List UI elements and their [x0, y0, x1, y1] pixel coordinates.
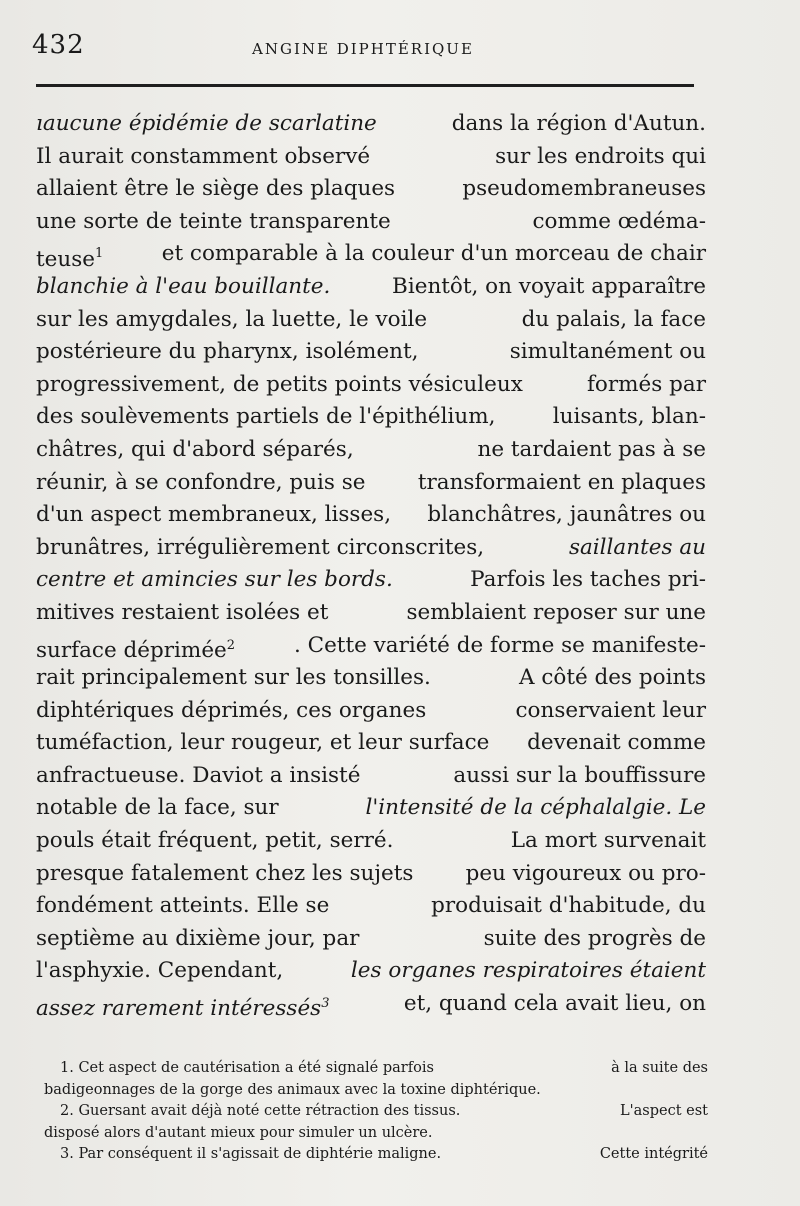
footnote-text: à la suite des [611, 1060, 708, 1076]
text-line [36, 238, 706, 271]
text-segment: et, quand cela avait lieu, on [403, 991, 706, 1017]
text-segment: brunâtres, irrégulièrement circonscrites, [36, 534, 485, 560]
text-line [36, 304, 706, 337]
text-segment: . Cette variété de forme se manifeste- [293, 632, 706, 658]
text-line [36, 630, 706, 663]
text-segment: ıaucune épidémie de scarlatine [36, 111, 377, 136]
text-segment: blanchâtres, jaunâtres ou [427, 502, 706, 528]
text-line [36, 825, 706, 858]
text-segment: presque fatalement chez les sujets [36, 860, 414, 886]
text-line [36, 434, 706, 467]
text-segment: septième au dixième jour, par [36, 925, 360, 951]
text-segment [36, 630, 235, 663]
text-segment: l'asphyxie. Cependant, [36, 958, 284, 984]
text-segment: A côté des points [518, 665, 706, 691]
text-segment: réunir, à se confondre, puis se [36, 469, 366, 495]
body-text [36, 108, 706, 1021]
text-line [36, 792, 706, 825]
text-line [36, 923, 706, 956]
text-segment: luisants, blan- [552, 404, 706, 430]
text-segment: du palais, la face [521, 306, 706, 332]
text-segment: simultanément ou [509, 339, 706, 365]
text-segment: postérieure du pharynx, isolément, [36, 339, 419, 365]
text-segment: fondément atteints. Elle se [36, 893, 330, 919]
text-segment: devenait comme [527, 730, 706, 756]
text-line [36, 141, 706, 174]
text-segment: mitives restaient isolées et [36, 599, 329, 625]
text-line [36, 727, 706, 760]
text-fragment: assez rarement intéressés [36, 996, 322, 1022]
text-segment: Il aurait constamment observé [36, 143, 371, 169]
text-line [36, 955, 706, 988]
text-segment: pouls était fréquent, petit, serré. [36, 828, 394, 854]
footnotes [44, 1058, 708, 1166]
text-segment: les organes respiratoires étaient [350, 958, 706, 984]
text-segment: pseudomembraneuses [462, 176, 706, 202]
footnote-marker: 3 [321, 996, 330, 1012]
text-segment: comme œdéma- [532, 208, 706, 234]
text-segment: sur les endroits qui [495, 143, 706, 169]
text-segment: châtres, qui d'abord séparés, [36, 436, 354, 462]
footnote-marker: 2 [226, 637, 236, 653]
text-line [36, 564, 706, 597]
footnote-text: L'aspect est [620, 1103, 708, 1119]
text-line [36, 108, 706, 141]
text-segment: et comparable à la couleur d'un morceau de chair [161, 241, 706, 267]
text-segment: notable de la face, sur [36, 795, 279, 821]
text-segment: diphtériques déprimés, ces organes [36, 697, 427, 723]
text-line [36, 532, 706, 565]
text-line [36, 401, 706, 434]
text-line [36, 173, 706, 206]
text-segment: centre et amincies sur les bords. [36, 567, 393, 593]
text-line [36, 467, 706, 500]
footnote-marker: 1 [94, 246, 104, 262]
footnote-line [44, 1123, 708, 1145]
footnote-text: 2. Guersant avait déjà noté cette rétraction des tissus. [60, 1103, 461, 1119]
text-segment: allaient être le siège des plaques [36, 176, 396, 202]
text-line [36, 369, 706, 402]
text-segment: produisait d'habitude, du [431, 893, 706, 919]
text-line [36, 206, 706, 239]
text-segment: tuméfaction, leur rougeur, et leur surface [36, 730, 490, 756]
text-segment: dans la région d'Autun. [451, 111, 706, 136]
text-segment: peu vigoureux ou pro- [465, 860, 706, 886]
text-segment: des soulèvements partiels de l'épithélium, [36, 404, 496, 430]
text-line [36, 988, 706, 1021]
header-rule [36, 84, 694, 87]
text-segment: saillantes au [568, 534, 706, 560]
text-segment: sur les amygdales, la luette, le voile [36, 306, 428, 332]
text-segment: blanchie à l'eau bouillante. [36, 273, 331, 299]
text-segment: Parfois les taches pri- [470, 567, 706, 593]
text-fragment: teuse [36, 246, 95, 272]
footnote-text: badigeonnages de la gorge des animaux avec la toxine diphtérique. [44, 1081, 541, 1098]
text-fragment: surface déprimée [36, 637, 227, 663]
text-segment: Bientôt, on voyait apparaître [392, 273, 706, 299]
text-line [36, 662, 706, 695]
text-segment: ne tardaient pas à se [477, 436, 706, 462]
text-segment [36, 238, 103, 271]
footnote-text: Cette intégrité [599, 1146, 708, 1162]
text-segment: conservaient leur [515, 697, 706, 723]
footnote-line [44, 1101, 708, 1123]
text-segment: formés par [586, 371, 706, 397]
footnote-line [44, 1080, 708, 1102]
footnote-text: 3. Par conséquent il s'agissait de diphtérie maligne. [60, 1146, 442, 1162]
text-segment: suite des progrès de [483, 925, 706, 951]
page-number: 432 [32, 30, 85, 60]
text-segment [36, 988, 330, 1021]
text-segment: d'un aspect membraneux, lisses, [36, 502, 392, 528]
footnote-text: 1. Cet aspect de cautérisation a été signalé parfois [60, 1060, 434, 1076]
text-line [36, 695, 706, 728]
text-segment: semblaient reposer sur une [406, 599, 706, 625]
text-line [36, 336, 706, 369]
text-segment: transformaient en plaques [417, 469, 706, 495]
text-segment: aussi sur la bouffissure [453, 762, 706, 788]
text-segment: une sorte de teinte transparente [36, 208, 391, 234]
text-segment: l'intensité de la céphalalgie. Le [365, 795, 706, 821]
text-line [36, 858, 706, 891]
footnote-line [44, 1058, 708, 1080]
text-segment: anfractueuse. Daviot a insisté [36, 762, 361, 788]
footnote-text: disposé alors d'autant mieux pour simuler un ulcère. [44, 1124, 433, 1141]
page-header [32, 30, 697, 70]
text-line [36, 597, 706, 630]
text-line [36, 271, 706, 304]
text-segment: La mort survenait [510, 828, 706, 854]
text-line [36, 890, 706, 923]
text-segment: progressivement, de petits points vésiculeux [36, 371, 523, 397]
text-line [36, 760, 706, 793]
text-line [36, 499, 706, 532]
footnote-line [44, 1144, 708, 1166]
running-head: ANGINE DIPHTÉRIQUE [252, 40, 474, 58]
text-segment: rait principalement sur les tonsilles. [36, 665, 431, 691]
